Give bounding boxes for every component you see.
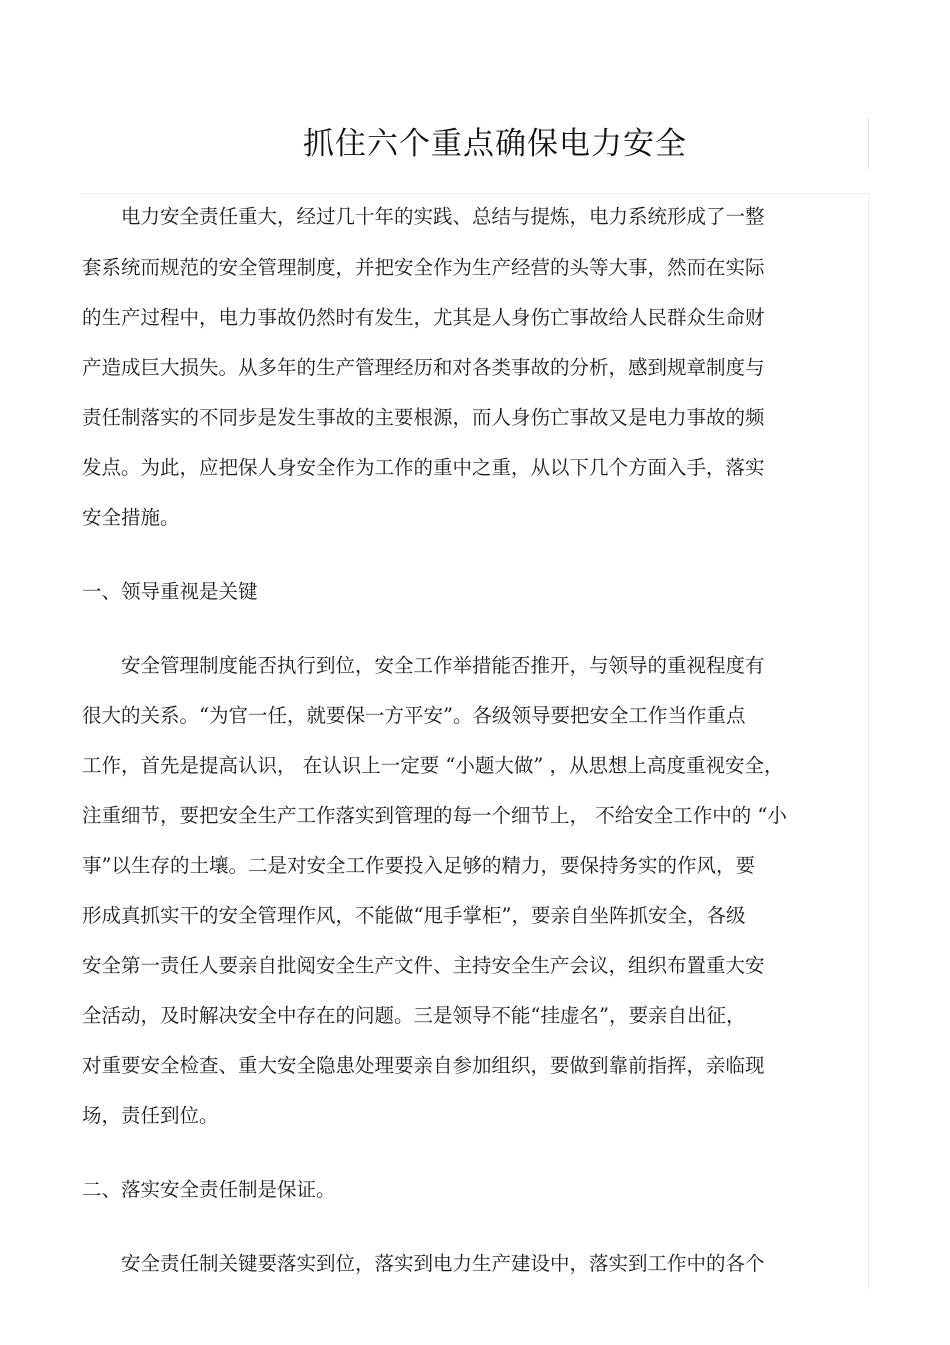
- text-line: 套系统而规范的安全管理制度，并把安全作为生产经营的头等大事，然而在实际: [82, 256, 765, 279]
- text-line: 全活动，及时解决安全中存在的问题。三是领导不能“挂虚名”，要亲自出征，: [82, 1004, 746, 1027]
- text-line: 二、落实安全责任制是保证。: [82, 1178, 336, 1201]
- text-line: 很大的关系。“为官一任，就要保一方平安”。各级领导要把安全工作当作重点: [82, 704, 746, 727]
- top-divider: [82, 193, 869, 194]
- text-line: 产造成巨大损失。从多年的生产管理经历和对各类事故的分析，感到规章制度与: [82, 356, 765, 379]
- text-line: 发点。为此，应把保人身安全作为工作的重中之重，从以下几个方面入手，落实: [82, 456, 765, 479]
- text-line: 责任制落实的不同步是发生事故的主要根源，而人身伤亡事故又是电力事故的频: [82, 406, 765, 429]
- text-line: 场，责任到位。: [82, 1104, 219, 1127]
- text-line: 事”以生存的土壤。二是对安全工作要投入足够的精力，要保持务实的作风，要: [82, 854, 755, 877]
- text-line: 形成真抓实干的安全管理作风，不能做“甩手掌柜”，要亲自坐阵抓安全，各级: [82, 904, 746, 927]
- text-line: 安全责任制关键要落实到位，落实到电力生产建设中，落实到工作中的各个: [121, 1252, 765, 1275]
- text-line: 一、领导重视是关键: [82, 580, 258, 603]
- text-line: 的生产过程中，电力事故仍然时有发生，尤其是人身伤亡事故给人民群众生命财: [82, 306, 765, 329]
- text-line: 安全管理制度能否执行到位，安全工作举措能否推开，与领导的重视程度有: [121, 654, 765, 677]
- text-line: 对重要安全检查、重大安全隐患处理要亲自参加组织，要做到靠前指挥，亲临现: [82, 1054, 765, 1077]
- page-title: 抓住六个重点确保电力安全: [303, 126, 687, 162]
- text-line: 工作，首先是提高认识， 在认识上一定要 “小题大做” ，从思想上高度重视安全，: [82, 754, 784, 777]
- text-line: 安全措施。: [82, 506, 180, 529]
- text-line: 注重细节，要把安全生产工作落实到管理的每一个细节上， 不给安全工作中的 “小: [82, 804, 787, 827]
- right-border: [868, 194, 869, 1289]
- text-line: 安全第一责任人要亲自批阅安全生产文件、主持安全生产会议，组织布置重大安: [82, 954, 765, 977]
- text-line: 电力安全责任重大，经过几十年的实践、总结与提炼，电力系统形成了一整: [121, 205, 765, 228]
